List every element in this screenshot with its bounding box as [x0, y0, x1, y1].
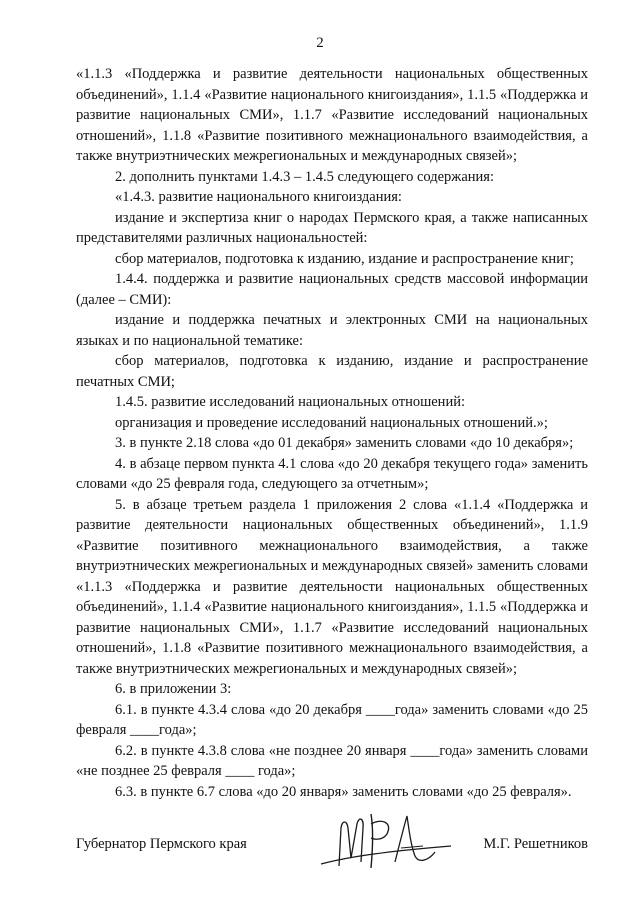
page-number: 2: [316, 35, 324, 51]
paragraph: 4. в абзаце первом пункта 4.1 слова «до 20 декабря текущего года» заменить словами «до 25 февраля года, следующего за отчетным»;: [76, 455, 588, 492]
paragraph: 6.1. в пункте 4.3.4 слова «до 20 декабря ____года» заменить словами «до 25 февраля ____года»;: [76, 701, 588, 738]
signatory-position: Губернатор Пермского края: [76, 836, 247, 852]
paragraph: 1.4.4. поддержка и развитие национальных средств массовой информации (далее – СМИ):: [76, 271, 588, 308]
handwritten-signature: [311, 806, 461, 874]
paragraph: 3. в пункте 2.18 слова «до 01 декабря» заменить словами «до 10 декабря»;: [115, 435, 574, 451]
paragraph: 6. в приложении 3:: [115, 681, 232, 697]
signature-block: [76, 836, 588, 866]
paragraph: сбор материалов, подготовка к изданию, издание и распространение печатных СМИ;: [76, 353, 588, 390]
paragraph: 6.3. в пункте 6.7 слова «до 20 января» заменить словами «до 25 февраля».: [115, 783, 572, 800]
paragraph: 5. в абзаце третьем раздела 1 приложения 2 слова «1.1.4 «Поддержка и развитие деятельности национальных общественных объединений», 1.1.9 «Развитие позитивного межнационального взаимодействия, а также внутриэтнических межрегиональных и международных связей» заменить словами «1.1.3 «Поддержка и развитие деятельности национальных общественных объединений», 1.1.4 «Развитие национального книгоиздания», 1.1.5 «Поддержка и развитие национальных СМИ», 1.1.7 «Развитие исследований национальных отношений», 1.1.8 «Развитие позитивного межнационального взаимодействия, а также внутриэтнических межрегиональных и международных связей»;: [76, 496, 588, 677]
document-body: [76, 64, 588, 802]
paragraph: «1.4.3. развитие национального книгоиздания:: [115, 189, 402, 205]
paragraph: «1.1.3 «Поддержка и развитие деятельности национальных общественных объединений», 1.1.4 «Развитие национального книгоиздания», 1.1.5 «Поддержка и развитие национальных СМИ», 1.1.7 «Развитие исследований национальных отношений», 1.1.8 «Развитие позитивного межнационального взаимодействия, а также внутриэтнических межрегиональных и международных связей»;: [76, 66, 588, 164]
signatory-name: М.Г. Решетников: [483, 836, 588, 852]
paragraph: издание и экспертиза книг о народах Пермского края, а также написанных представителями различных национальностей:: [76, 209, 588, 246]
paragraph: 1.4.5. развитие исследований национальных отношений:: [115, 394, 465, 410]
paragraph: 2. дополнить пунктами 1.4.3 – 1.4.5 следующего содержания:: [115, 168, 494, 185]
paragraph: 6.2. в пункте 4.3.8 слова «не позднее 20 января ____года» заменить словами «не позднее 25 февраля ____ года»;: [76, 742, 588, 779]
paragraph: организация и проведение исследований национальных отношений.»;: [115, 414, 548, 431]
paragraph: издание и поддержка печатных и электронных СМИ на национальных языках и по национальной тематике:: [76, 312, 588, 349]
paragraph: сбор материалов, подготовка к изданию, издание и распространение книг;: [115, 250, 574, 267]
